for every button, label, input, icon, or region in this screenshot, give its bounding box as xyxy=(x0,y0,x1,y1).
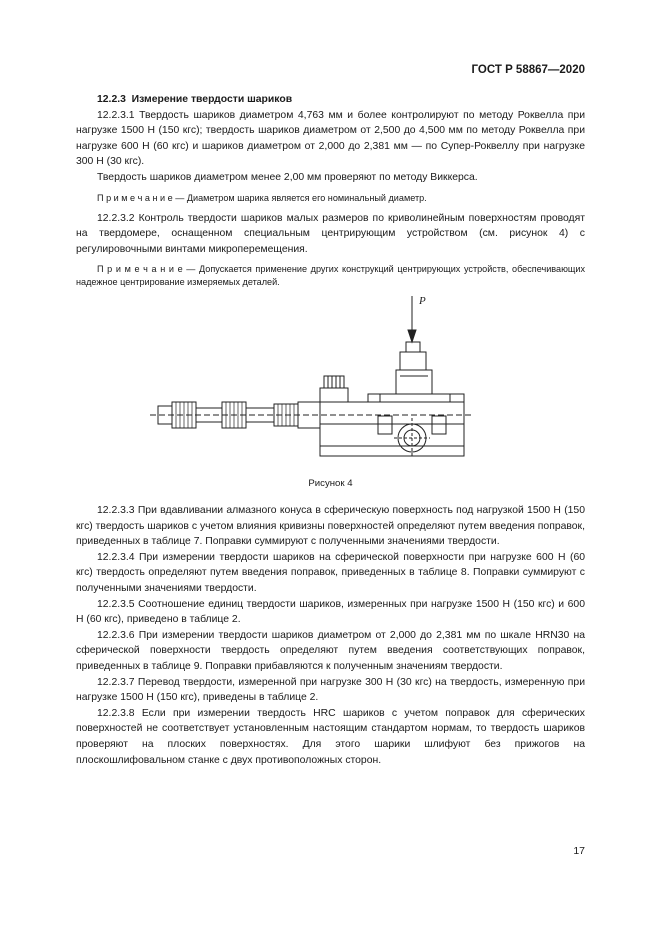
section-heading xyxy=(76,92,585,108)
figure-4-centering-device xyxy=(150,290,480,470)
document-header: ГОСТ Р 58867—2020 xyxy=(471,64,585,76)
indenter-tip xyxy=(406,342,420,352)
left-jaw xyxy=(378,416,392,434)
note-text: — Диаметром шарика является его номинальный диаметр. xyxy=(172,192,427,203)
centering-device-drawing xyxy=(150,290,480,470)
paragraph-12-2-3-8: 12.2.3.8 Если при измерении твердость HRC шариков с учетом поправок для сферических поверхностей не соответствует установленным настоящим стандартом нормам, то твердость шариков проверяют на плоских поверхностях. Для этого шарики шлифуют без прижогов на плоскошлифовальном станке с двух противоположных сторон. xyxy=(76,707,585,766)
note-label: П р и м е ч а н и е xyxy=(97,264,183,275)
note-label: П р и м е ч а н и е xyxy=(97,192,173,203)
note-1 xyxy=(76,192,585,205)
indenter-body xyxy=(396,370,432,394)
figure-caption: Рисунок 4 xyxy=(308,478,353,489)
upper-knob xyxy=(324,376,344,388)
section-number: 12.2.3 xyxy=(97,94,126,105)
paragraph-vickers: Твердость шариков диаметром менее 2,00 мм проверяют по методу Виккерса. xyxy=(97,171,478,183)
paragraph-12-2-3-5: 12.2.3.5 Соотношение единиц твердости шариков, измеренных при нагрузке 1500 Н (150 кгс) и 600 Н (60 кгс), приведено в таблице 2. xyxy=(76,598,585,626)
load-label: P xyxy=(419,295,426,307)
indenter-holder xyxy=(400,352,426,370)
page-number: 17 xyxy=(573,845,585,857)
upper-knob-base xyxy=(320,388,348,402)
paragraph-12-2-3-4: 12.2.3.4 При измерении твердости шариков на сферической поверхности при нагрузке 600 Н (60 кгс) твердость определяют путем введения поправок, приведенных в таблице 8. Поправки суммируют с полученными значениями твердости. xyxy=(76,551,585,594)
load-arrowhead xyxy=(408,330,416,342)
paragraph-12-2-3-3: 12.2.3.3 При вдавливании алмазного конуса в сферическую поверхность под нагрузкой 1500 Н (150 кгс) твердость шариков с учетом влияния кривизны поверхностей определяют путем введения поправок, приведенных в таблице 7. Поправки суммируют с полученными значениями твердости. xyxy=(76,505,585,548)
paragraph-12-2-3-7: 12.2.3.7 Перевод твердости, измеренной при нагрузке 300 Н (30 кгс) на твердость, измеренную при нагрузке 1500 Н (150 кгс), приведены в таблице 2. xyxy=(76,676,585,704)
paragraph-12-2-3-2: 12.2.3.2 Контроль твердости шариков малых размеров по криволинейным поверхностям проводят на твердомере, оснащенном специальным центрирующим устройством (см. рисунок 4) с регулировочными винтами микроперемещения. xyxy=(76,212,585,255)
document-body-bottom xyxy=(76,503,585,768)
note-2 xyxy=(76,263,585,289)
right-jaw xyxy=(432,416,446,434)
paragraph-12-2-3-1: 12.2.3.1 Твердость шариков диаметром 4,763 мм и более контролируют по методу Роквелла при нагрузке 1500 Н (150 кгс); твердость шариков диаметром от 2,500 до 4,500 мм по методу Роквелла при нагрузке 600 Н (60 кгс) и шариков диаметром от 2,000 до 2,381 мм — по Супер-Роквеллу при нагрузке 300 Н (30 кгс). xyxy=(76,109,585,168)
section-title: Измерение твердости шариков xyxy=(131,94,293,105)
note-text: — Допускается применение других конструкций центрирующих устройств, обеспечивающих надежное центрирование измеряемых деталей. xyxy=(76,264,585,288)
paragraph-12-2-3-6: 12.2.3.6 При измерении твердости шариков диаметром от 2,000 до 2,381 мм по шкале HRN30 на сферической поверхности твердость определяют путем введения соответствующих поправок, приведенных в таблице 9. Поправки прибавляются к полученным значениям твердости. xyxy=(76,629,585,672)
document-body-top xyxy=(76,92,585,289)
